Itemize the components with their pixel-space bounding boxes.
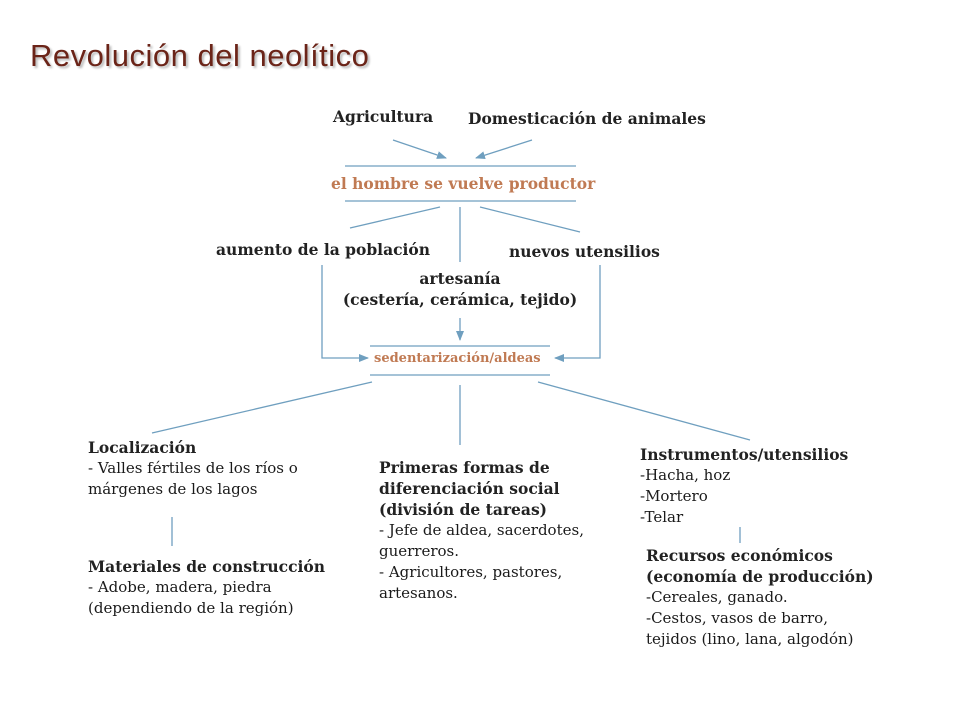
recursos-line-2: -Cestos, vasos de barro, bbox=[646, 609, 828, 627]
box-materiales bbox=[88, 556, 325, 619]
instrumentos-line-2: -Mortero bbox=[640, 487, 708, 505]
instrumentos-line-3: -Telar bbox=[640, 508, 684, 526]
arrow-agricultura bbox=[393, 140, 446, 158]
label-artesania-line1: artesanía bbox=[419, 269, 501, 288]
materiales-heading: Materiales de construcción bbox=[88, 557, 326, 576]
localizacion-line-2: márgenes de los lagos bbox=[88, 480, 258, 498]
label-productor: el hombre se vuelve productor bbox=[331, 174, 596, 193]
materiales-line-2: (dependiendo de la región) bbox=[88, 599, 294, 617]
diferenciacion-line-4: artesanos. bbox=[379, 584, 458, 602]
box-localizacion bbox=[88, 437, 298, 500]
arrow-domesticacion bbox=[476, 140, 532, 158]
box-instrumentos bbox=[640, 444, 848, 528]
label-domesticacion: Domesticación de animales bbox=[468, 109, 706, 128]
materiales-line-1: - Adobe, madera, piedra bbox=[88, 578, 272, 596]
localizacion-heading: Localización bbox=[88, 438, 197, 457]
diferenciacion-line-3: - Agricultores, pastores, bbox=[379, 563, 563, 581]
instrumentos-line-1: -Hacha, hoz bbox=[640, 466, 731, 484]
diferenciacion-heading-1: Primeras formas de bbox=[379, 458, 550, 477]
branch-instrumentos bbox=[538, 382, 750, 440]
recursos-heading-1: Recursos económicos bbox=[646, 546, 833, 565]
label-agricultura: Agricultura bbox=[333, 107, 434, 126]
diferenciacion-heading-3: (división de tareas) bbox=[379, 500, 548, 519]
label-poblacion: aumento de la población bbox=[216, 240, 431, 259]
recursos-line-3: tejidos (lino, lana, algodón) bbox=[646, 630, 854, 648]
diferenciacion-heading-2: diferenciación social bbox=[379, 479, 560, 498]
branch-poblacion bbox=[350, 207, 440, 228]
box-diferenciacion bbox=[379, 457, 584, 604]
diferenciacion-line-2: guerreros. bbox=[379, 542, 460, 560]
branch-localizacion bbox=[152, 382, 372, 433]
recursos-heading-2: (economía de producción) bbox=[646, 567, 874, 586]
diferenciacion-line-1: - Jefe de aldea, sacerdotes, bbox=[379, 521, 584, 539]
label-artesania bbox=[330, 268, 590, 310]
label-utensilios: nuevos utensilios bbox=[509, 242, 660, 261]
instrumentos-heading: Instrumentos/utensilios bbox=[640, 445, 849, 464]
box-recursos bbox=[646, 545, 874, 650]
slide-title: Revolución del neolítico bbox=[30, 38, 370, 73]
branch-utensilios bbox=[480, 207, 580, 232]
label-artesania-line2: (cestería, cerámica, tejido) bbox=[342, 290, 578, 309]
localizacion-line-1: - Valles fértiles de los ríos o bbox=[88, 459, 298, 477]
label-sedentarizacion: sedentarización/aldeas bbox=[374, 351, 541, 366]
recursos-line-1: -Cereales, ganado. bbox=[646, 588, 788, 606]
